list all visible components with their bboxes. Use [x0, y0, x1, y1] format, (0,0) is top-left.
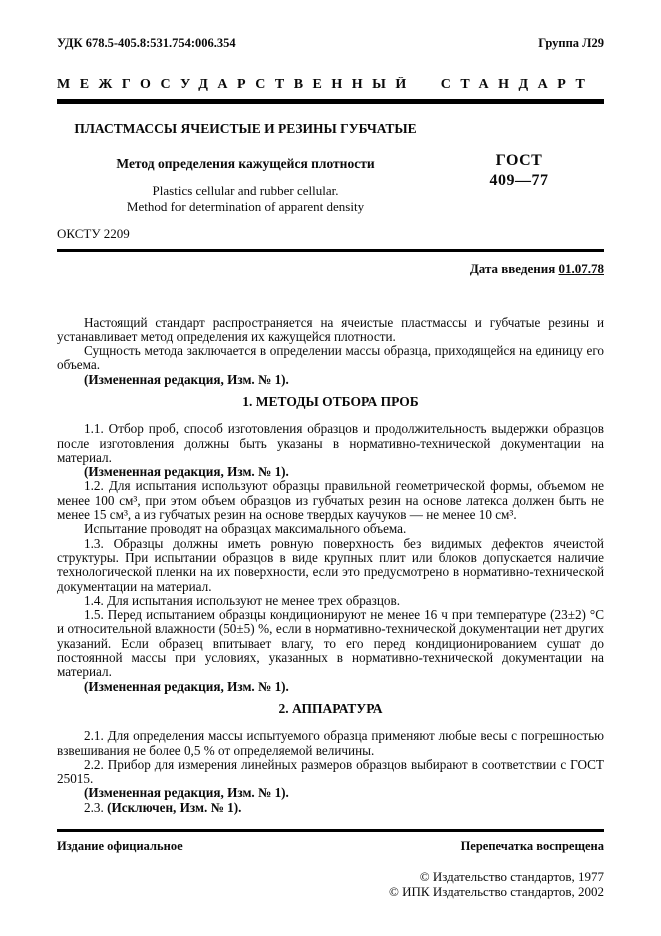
copyright-block — [57, 869, 604, 900]
clause-1-1: 1.1. Отбор проб, способ изготовления образцов и продолжительность выдержки образцов после изготовления должны быть указаны в нормативно-технической документации на материал. — [57, 421, 604, 465]
document-title-english-line2: Method for determination of apparent density — [126, 198, 365, 214]
clause-1-2-note: Испытание проводят на образцах максимального объема. — [84, 521, 407, 537]
document-title-russian: ПЛАСТМАССЫ ЯЧЕИСТЫЕ И РЕЗИНЫ ГУБЧАТЫЕ — [74, 121, 417, 136]
title-column — [57, 121, 434, 214]
intro-paragraph-1: Настоящий стандарт распространяется на ячеистые пластмассы и губчатые резины и устанавливает метод определения их кажущейся плотности. — [57, 314, 604, 344]
standard-type-heading: МЕЖГОСУДАРСТВЕННЫЙ СТАНДАРТ — [57, 77, 595, 92]
footer-row — [57, 839, 604, 854]
clause-2-3-number: 2.3. — [84, 799, 104, 815]
title-block — [57, 121, 604, 214]
designation-gost-label: ГОСТ — [495, 152, 543, 169]
header-divider — [57, 99, 604, 104]
copyright-line-2: © ИПК Издательство стандартов, 2002 — [389, 884, 604, 899]
document-title-english-line1: Plastics cellular and rubber cellular. — [152, 183, 339, 198]
clause-1-3: 1.3. Образцы должны иметь ровную поверхность без видимых дефектов ячеистой структуры. При испытании образцов в виде крупных плит или блоков допускается наличие технологической пленки на их поверхности, если это предусмотрено в нормативно-технической документации на материал. — [57, 535, 604, 594]
introduction-date — [57, 261, 604, 277]
intro-amendment-note: (Измененная редакция, Изм. № 1). — [84, 371, 289, 387]
footer-divider — [57, 829, 604, 832]
date-label: Дата введения — [469, 260, 556, 276]
clause-1-5: 1.5. Перед испытанием образцы кондиционируют не менее 16 ч при температуре (23±2) °С и относительной влажности (50±5) %, если в нормативно-технической документации нет других указаний. Если образец впитывает влагу, то его перед кондиционированием сушат до постоянной массы при условиях, указанных в нормативно-технической документации на материал. — [57, 607, 604, 680]
group-code: Группа Л29 — [538, 36, 604, 50]
intro-paragraph-2: Сущность метода заключается в определении массы образца, приходящейся на единицу его объема. — [57, 343, 604, 373]
copyright-line-1: © Издательство стандартов, 1977 — [419, 868, 604, 884]
clause-2-3-excluded-note: (Исключен, Изм. № 1). — [107, 799, 242, 815]
standard-designation — [434, 121, 604, 214]
clause-1-5-amendment-note: (Измененная редакция, Изм. № 1). — [84, 678, 289, 694]
clause-1-2: 1.2. Для испытания используют образцы правильной геометрической формы, объемом не менее 100 см³, при этом объем образцов из губчатых резин на основе латекса должен быть не менее 15 см³, а из губчатых резин на основе твердых каучуков — не менее 10 см³. — [57, 478, 604, 523]
document-body — [57, 316, 604, 816]
udc-row — [57, 36, 604, 51]
divider-under-okstu — [57, 249, 604, 252]
udc-number: УДК 678.5-405.8:531.754:006.354 — [57, 36, 236, 50]
date-value: 01.07.78 — [558, 260, 604, 276]
clause-2-1: 2.1. Для определения массы испытуемого образца применяют любые весы с погрешностью взвешивания не более 0,5 % от определяемой величины. — [57, 728, 604, 758]
clause-2-2-amendment-note: (Измененная редакция, Изм. № 1). — [84, 785, 289, 801]
clause-2-2: 2.2. Прибор для измерения линейных размеров образцов выбирают в соответствии с ГОСТ 25015. — [57, 756, 604, 787]
section-1-heading: 1. МЕТОДЫ ОТБОРА ПРОБ — [242, 393, 419, 409]
designation-number: 409—77 — [489, 172, 549, 189]
reprint-prohibited-label: Перепечатка воспрещена — [460, 838, 604, 853]
section-2-heading: 2. АППАРАТУРА — [278, 700, 383, 716]
okstu-code: ОКСТУ 2209 — [57, 226, 130, 241]
clause-2-3 — [57, 801, 604, 815]
clause-1-4: 1.4. Для испытания используют не менее трех образцов. — [84, 592, 401, 608]
official-edition-label: Издание официальное — [57, 838, 183, 853]
document-subtitle-russian: Метод определения кажущейся плотности — [116, 156, 375, 171]
clause-1-1-amendment-note: (Измененная редакция, Изм. № 1). — [84, 464, 289, 480]
